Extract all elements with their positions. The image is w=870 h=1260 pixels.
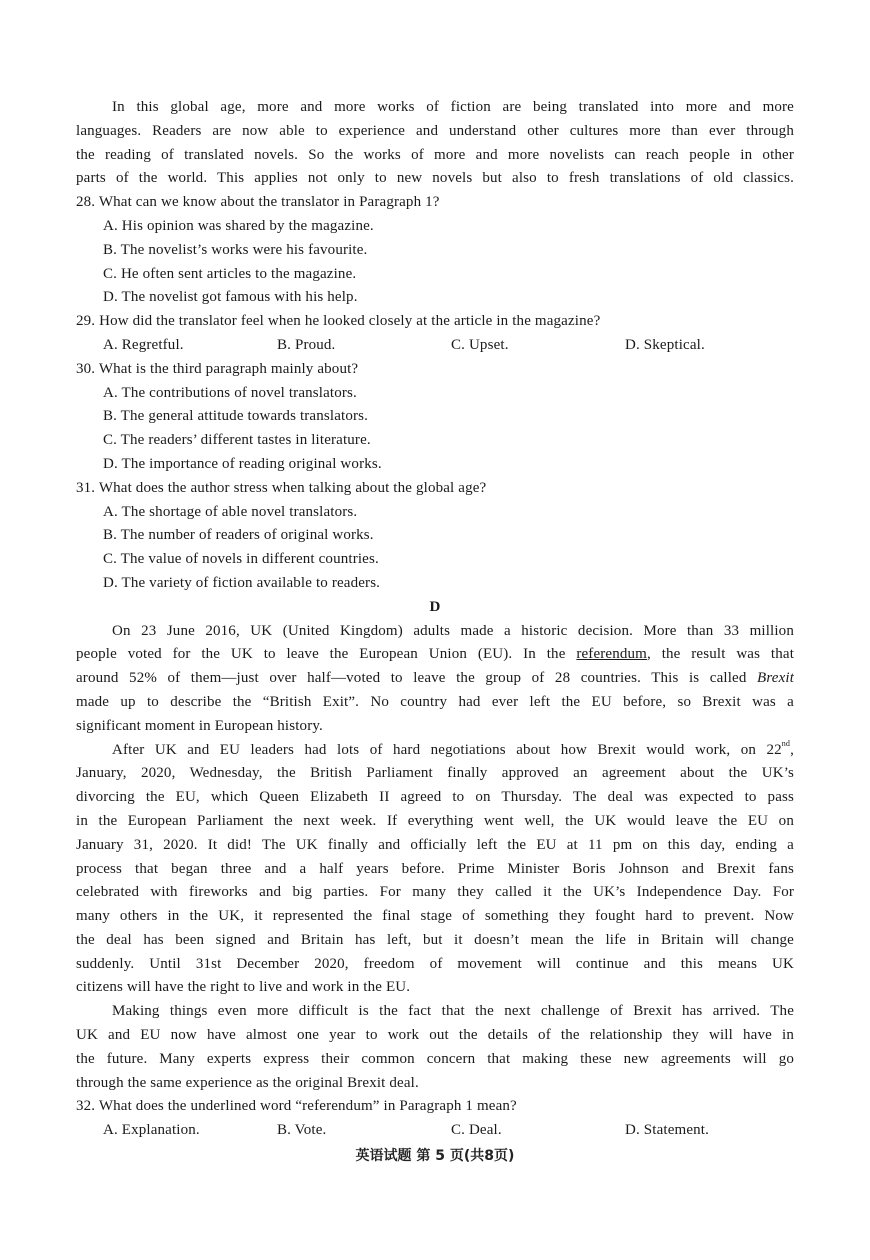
text-line bbox=[76, 643, 794, 667]
question-stem: 31. What does the author stress when talking about the global age? bbox=[76, 479, 487, 496]
passage-d-paragraph-2 bbox=[76, 739, 794, 1001]
section-heading: D bbox=[429, 598, 441, 615]
option-b: B. Vote. bbox=[277, 1122, 327, 1139]
text-line: In this global age, more and more works of fiction are being translated into more and more bbox=[112, 99, 794, 115]
question-29 bbox=[76, 310, 794, 358]
text-line: made up to describe the “British Exit”. No country had ever left the EU before, so Brexit was a bbox=[76, 693, 794, 710]
option-b: B. The novelist’s works were his favourite. bbox=[103, 241, 368, 258]
text-span: people voted for the UK to leave the European Union (EU). In the bbox=[76, 646, 566, 663]
text-line: January 31, 2020. It did! The UK finally and officially left the EU at 11 pm on this day, ending a bbox=[76, 836, 794, 853]
option-b: B. The number of readers of original works. bbox=[103, 527, 374, 544]
question-stem: 30. What is the third paragraph mainly about? bbox=[76, 360, 359, 377]
question-stem: 28. What can we know about the translator in Paragraph 1? bbox=[76, 194, 440, 211]
option-c: C. The value of novels in different countries. bbox=[103, 551, 379, 568]
text-line: the future. Many experts express their common concern that making these new agreements will go bbox=[76, 1050, 794, 1067]
text-span: around 52% of them—just over half—voted to leave the group of 28 countries. This is called bbox=[76, 670, 747, 687]
option-a: A. His opinion was shared by the magazine. bbox=[103, 217, 374, 234]
text-line bbox=[76, 739, 794, 763]
option-c: C. Deal. bbox=[451, 1122, 502, 1139]
text-line: the deal has been signed and Britain has left, but it doesn’t mean the life in Britain will change bbox=[76, 931, 794, 948]
text-line: process that began three and a half years before. Prime Minister Boris Johnson and Brexit fans bbox=[76, 860, 794, 877]
question-32 bbox=[76, 1095, 794, 1143]
text-line: divorcing the EU, which Queen Elizabeth II agreed to on Thursday. The deal was expected to pass bbox=[76, 789, 794, 806]
question-28 bbox=[76, 191, 794, 310]
option-b: B. The general attitude towards translators. bbox=[103, 408, 368, 425]
option-d: D. The novelist got famous with his help. bbox=[103, 289, 358, 306]
exam-page bbox=[76, 96, 794, 1143]
text-line: many others in the UK, it represented the final stage of something they fought hard to prevent. Now bbox=[76, 908, 794, 925]
italic-word: Brexit bbox=[757, 670, 794, 687]
text-line: January, 2020, Wednesday, the British Parliament finally approved an agreement about the UK’s bbox=[76, 765, 794, 782]
page-footer: 英语试题 第 5 页(共8页) bbox=[355, 1148, 515, 1164]
text-line: in the European Parliament the next week. If everything went well, the UK would leave the EU on bbox=[76, 812, 794, 829]
passage-c-final-paragraph bbox=[76, 96, 794, 191]
text-line: parts of the world. This applies not only to new novels but also to fresh translations of old classics. bbox=[76, 170, 794, 187]
text-span: , the result was that bbox=[646, 646, 794, 663]
text-line: Making things even more difficult is the fact that the next challenge of Brexit has arrived. The bbox=[112, 1003, 794, 1020]
question-stem: 29. How did the translator feel when he looked closely at the article in the magazine? bbox=[76, 313, 601, 330]
options-row bbox=[76, 1119, 794, 1143]
option-c: C. The readers’ different tastes in literature. bbox=[103, 432, 371, 449]
text-line: suddenly. Until 31st December 2020, freedom of movement will continue and this means UK bbox=[76, 955, 794, 972]
text-line: celebrated with fireworks and big parties. For many they called it the UK’s Independence Day. For bbox=[76, 884, 794, 901]
underlined-word: referendum bbox=[576, 646, 647, 663]
text-line: languages. Readers are now able to experience and understand other cultures more than ever through bbox=[76, 122, 794, 139]
text-line: On 23 June 2016, UK (United Kingdom) adults made a historic decision. More than 33 million bbox=[112, 622, 794, 639]
option-c: C. Upset. bbox=[451, 336, 509, 353]
text-span: , bbox=[790, 741, 794, 758]
option-d: D. Skeptical. bbox=[625, 336, 705, 353]
text-line bbox=[76, 667, 794, 691]
option-d: D. The importance of reading original works. bbox=[103, 455, 382, 472]
options-row bbox=[76, 334, 794, 358]
ordinal-suffix: nd bbox=[781, 738, 791, 748]
text-line: UK and EU now have almost one year to work out the details of the relationship they will have in bbox=[76, 1027, 794, 1044]
option-a: A. The contributions of novel translators. bbox=[103, 384, 357, 401]
text-span: After UK and EU leaders had lots of hard negotiations about how Brexit would work, on 22 bbox=[112, 741, 782, 758]
option-c: C. He often sent articles to the magazine. bbox=[103, 265, 357, 282]
option-d: D. Statement. bbox=[625, 1122, 710, 1139]
option-d: D. The variety of fiction available to readers. bbox=[103, 574, 381, 591]
passage-d-paragraph-1 bbox=[76, 620, 794, 739]
text-line: through the same experience as the original Brexit deal. bbox=[76, 1074, 419, 1091]
option-a: A. Regretful. bbox=[103, 336, 184, 353]
text-line: the reading of translated novels. So the works of more and more novelists can reach people in other bbox=[76, 146, 794, 163]
text-line: citizens will have the right to live and work in the EU. bbox=[76, 979, 411, 996]
question-stem: 32. What does the underlined word “referendum” in Paragraph 1 mean? bbox=[76, 1098, 517, 1115]
option-a: A. The shortage of able novel translators. bbox=[103, 503, 358, 520]
question-30 bbox=[76, 358, 794, 477]
option-a: A. Explanation. bbox=[103, 1122, 200, 1139]
option-b: B. Proud. bbox=[277, 336, 336, 353]
text-line: significant moment in European history. bbox=[76, 717, 323, 734]
passage-d-paragraph-3 bbox=[76, 1000, 794, 1095]
question-31 bbox=[76, 477, 794, 596]
